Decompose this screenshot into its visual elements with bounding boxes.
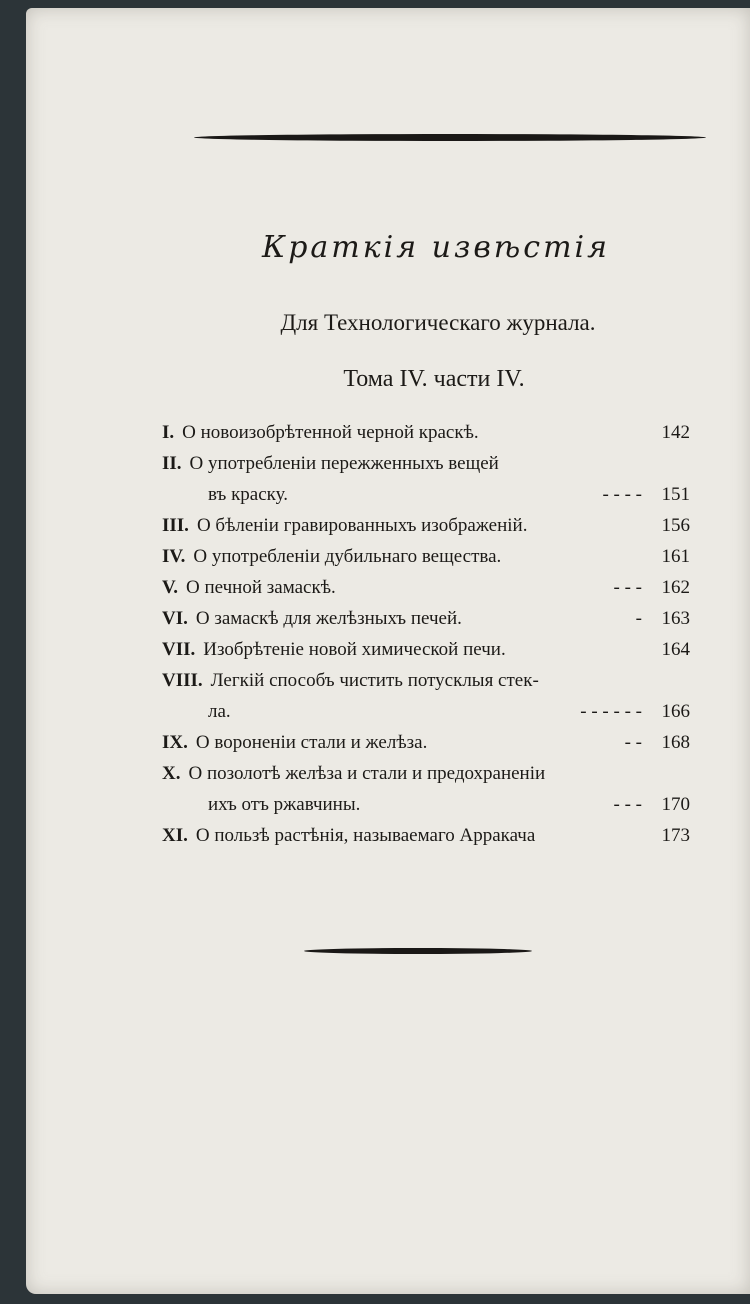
- toc-entry-page-number: 168: [661, 732, 690, 753]
- toc-entry: [162, 577, 690, 608]
- toc-entry-title: О употребленіи пережженныхъ вещей: [189, 453, 499, 474]
- toc-entry-page-number: 142: [661, 422, 690, 443]
- toc-entry-number: X.: [162, 763, 181, 784]
- toc-entry: [162, 422, 690, 453]
- toc-entry-leader: - -: [624, 732, 642, 753]
- toc-entry-number: III.: [162, 515, 189, 536]
- toc-entry-title: ла.: [208, 701, 231, 722]
- toc-entry-number: VIII.: [162, 670, 203, 691]
- toc-entry: [162, 546, 690, 577]
- toc-entry-title: О новоизобрѣтенной черной краскѣ.: [182, 422, 479, 443]
- toc-entry-title: О вороненіи стали и желѣза.: [195, 732, 428, 753]
- toc-entry-leader: -: [635, 608, 642, 629]
- page-subtitle: Для Технологическаго журнала.: [280, 310, 596, 335]
- toc-entry: [162, 639, 690, 670]
- toc-entry-page-number: 163: [661, 608, 690, 629]
- toc-entry-page-number: 170: [661, 794, 690, 815]
- top-ornamental-rule: [194, 134, 706, 141]
- toc-entry-title: О замаскѣ для желѣзныхъ печей.: [195, 608, 462, 629]
- toc-entry-number: VII.: [162, 639, 196, 660]
- toc-entry-page-number: 161: [661, 546, 690, 567]
- toc-entry-leader: - - -: [613, 794, 642, 815]
- toc-entry-page-number: 164: [661, 639, 690, 660]
- toc-entry: [162, 825, 690, 856]
- toc-entry-page-number: 173: [661, 825, 690, 846]
- toc-entry-title: Легкій способъ чистить потусклыя стек-: [210, 670, 539, 691]
- toc-entry-title: О печной замаскѣ.: [186, 577, 336, 598]
- bottom-ornamental-rule: [304, 948, 532, 954]
- toc-entry-title: О употребленіи дубильнаго вещества.: [193, 546, 502, 567]
- toc-entry: [162, 515, 690, 546]
- toc-entry-title: ихъ отъ ржавчины.: [208, 794, 361, 815]
- toc-entry-number: V.: [162, 577, 179, 598]
- toc-entry-number: II.: [162, 453, 182, 474]
- toc-entry: [162, 794, 690, 825]
- toc-entry-title: О позолотѣ желѣза и стали и предохраненіи: [188, 763, 546, 784]
- toc-entry-number: IV.: [162, 546, 186, 567]
- toc-entry-title: въ краску.: [208, 484, 288, 505]
- toc-entry: [162, 732, 690, 763]
- table-of-contents: [162, 422, 690, 856]
- toc-entry: [162, 670, 690, 701]
- toc-entry: [162, 484, 690, 515]
- toc-entry: [162, 701, 690, 732]
- toc-entry: [162, 608, 690, 639]
- toc-entry-page-number: 162: [661, 577, 690, 598]
- toc-entry-leader: - - -: [613, 577, 642, 598]
- toc-entry-title: О бѣленіи гравированныхъ изображеній.: [196, 515, 528, 536]
- toc-entry-title: Изобрѣтеніе новой химической печи.: [203, 639, 506, 660]
- toc-entry: [162, 763, 690, 794]
- toc-entry-page-number: 151: [661, 484, 690, 505]
- toc-entry-number: IX.: [162, 732, 188, 753]
- toc-entry-leader: - - - -: [602, 484, 642, 505]
- page-title: Краткія извѣстія: [262, 230, 610, 265]
- toc-entry: [162, 453, 690, 484]
- toc-entry-number: VI.: [162, 608, 188, 629]
- toc-entry-page-number: 156: [661, 515, 690, 536]
- volume-heading: Тома IV. части IV.: [343, 366, 525, 392]
- toc-entry-title: О пользѣ растѣнія, называемаго Арракача: [195, 825, 536, 846]
- toc-entry-number: I.: [162, 422, 175, 443]
- document-page: [26, 8, 750, 1294]
- toc-entry-number: XI.: [162, 825, 188, 846]
- toc-entry-page-number: 166: [661, 701, 690, 722]
- toc-entry-leader: - - - - - -: [580, 701, 642, 722]
